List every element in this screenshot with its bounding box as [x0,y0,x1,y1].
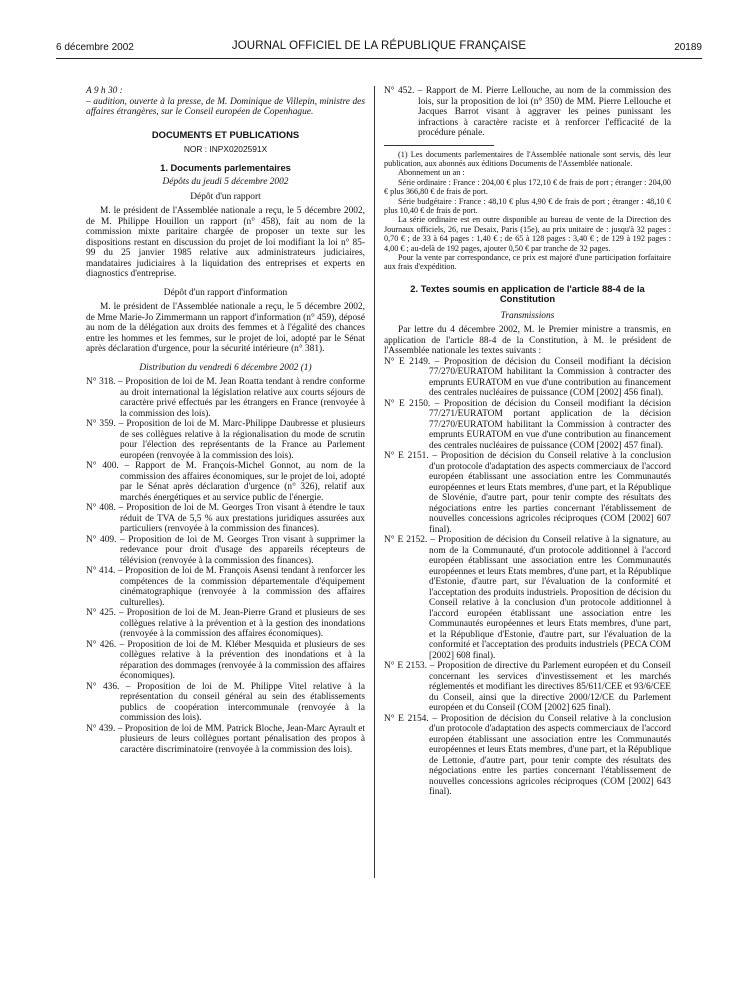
depot-info-title: Dépôt d'un rapport d'information [163,287,288,298]
list-item: N° E 2150. – Proposition de décision du Conseil modifiant la décision 77/271/EURATOM portant application de la décision 77/270/EURATOM habilitant la Commission à contracter des emprunts EURATOM en vue d'une contribution au financement des centrales nucléaires de puissance (COM [2002] 457 final). [384,398,671,451]
distribution-title: Distribution du vendredi 6 décembre 2002 (1) [139,362,312,373]
page-number: 20189 [674,42,702,53]
list-item: N° 409. – Proposition de loi de M. Georges Tron visant à supprimer la redevance pour droit d'usage des appareils récepteurs de télévision (renvoyée à la commission des finances). [86,534,366,566]
left-column [86,86,365,755]
list-item: N° E 2153. – Proposition de directive du Parlement européen et du Conseil concernant les services d'investissement et les marchés réglementés et modifiant les directives 85/611/CEE et 93/6/CEE du Conseil, ainsi que la directive 2000/12/CE du Parlement européen et du Conseil (COM [2002] 625 final). [384,661,671,714]
footnote-rule [384,145,494,146]
agenda-text: – audition, ouverte à la presse, de M. Dominique de Villepin, ministre des affaires étrangères, sur le Conseil européen de Copenhague. [86,96,365,117]
section-title: DOCUMENTS ET PUBLICATIONS [151,128,300,140]
subsection-documents: 1. Documents parlementaires [160,161,291,173]
list-item: N° E 2149. – Proposition de décision du Conseil modifiant la décision 77/270/EURATOM habilitant la Commission à contracter des emprunts EURATOM en vue d'une contribution au financement des centrales nucléaires de puissance (COM [2002] 456 final). [384,356,671,399]
footnote-text: (1) Les documents parlementaires de l'Assemblée nationale sont servis, dès leur publication, aux abonnés aux éditions Documents de l'Assemblée nationale. [384,149,671,168]
agenda-time: A 9 h 30 : [86,86,123,96]
list-item: N° 359. – Proposition de loi de M. Marc-Philippe Daubresse et plusieurs de ses collègues relative à la régionalisation du mode de scrutin pour l'élection des représentants de la France au Parlement européen (renvoyée à la commission des lois). [86,419,366,461]
list-item: N° 414. – Proposition de loi de M. François Asensi tendant à renforcer les compétences de la commission départementale d'équipement cinématographique (renvoyée à la commission des affaires culturelles). [86,566,365,608]
list-item: N° 400. – Rapport de M. François-Michel Gonnot, au nom de la commission des affaires économiques, sur le projet de loi, adopté par le Sénat après déclaration d'urgence (n° 326), relatif aux marchés énergétiques et au service public de l'énergie. [86,461,366,503]
header-rule [56,58,702,59]
depot-rapport-title: Dépôt d'un rapport [190,191,261,202]
transmissions-intro: Par lettre du 4 décembre 2002, M. le Premier ministre a transmis, en application de l'article 88-4 de la Constitution, à M. le président de l'Assemblée nationale les textes suivants : [384,325,671,357]
depots-date: Dépôts du jeudi 5 décembre 2002 [162,177,289,187]
transmissions-list [384,357,671,798]
nor-reference: NOR : INPX0202591X [183,144,268,154]
transmissions-title: Transmissions [500,310,555,321]
subsection-textes: 2. Textes soumis en application de l'article 88-4 de la Constitution [410,282,645,305]
header-date: 6 décembre 2002 [56,42,134,53]
list-item: N° E 2151. – Proposition de décision du Conseil relative à la conclusion d'un protocole d'adaptation des aspects commerciaux de l'accord européen établissant une association entre les Communautés européennes et leurs Etats membres, d'une part, et la République de Slovénie, d'autre part, pour tenir compte des résultats des négociations entre les parties concernant l'établissement de nouvelles concessions agricoles réciproques (COM [2002] 607 final). [384,451,672,535]
footnote-text: Abonnement un an : [398,168,465,178]
list-item: N° 439. – Proposition de loi de MM. Patrick Bloche, Jean-Marc Ayrault et plusieurs de leurs collègues portant pénalisation des propos à caractère discriminatoire (renvoyée à la commission des lois). [86,723,365,755]
list-item: N° 408. – Proposition de loi de M. Georges Tron visant à étendre le taux réduit de TVA de 5,5 % aux prestations juridiques assurées aux particuliers (renvoyée à la commission des finances). [86,503,365,534]
list-item: N° E 2152. – Proposition de décision du Conseil relative à la signature, au nom de la Communauté, d'un protocole additionnel à l'accord européen établissant une association entre les Communautés européennes et leurs Etats membres, d'une part, et la République d'Estonie, d'autre part, sur l'évaluation de la conformité et l'acceptation des produits industriels. Proposition de décision du Conseil relative à la conclusion d'un protocole additionnel à l'accord européen établissant une association entre les Communautés européennes et leurs Etats membres, d'une part, et la République d'Estonie, d'autre part, sur l'évaluation de la conformité et l'acceptation des produits industriels (PECA COM [2002] 608 final). [384,535,671,661]
list-item: N° 425. – Proposition de loi de M. Jean-Pierre Grand et plusieurs de ses collègues relative à la prévention et à la gestion des inondations (renvoyée à la commission des affaires économiques). [86,608,365,639]
footnote-text: Série budgétaire : France : 48,10 € plus 4,90 € de frais de port ; étranger : 48,10 € plus 10,40 € de frais de port. [384,196,671,215]
depot-info-text: M. le président de l'Assemblée nationale a reçu, le 5 décembre 2002, de Mme Marie-Jo Zimmermann un rapport d'information (n° 459), déposé au nom de la délégation aux droits des femmes et à l'égalité des chances entre les hommes et les femmes, sur le projet de loi, adopté par le Sénat après déclaration d'urgence, pour la sécurité intérieure (n° 381). [86,302,365,354]
list-item: N° E 2154. – Proposition de décision du Conseil relative à la conclusion d'un protocole d'adaptation des aspects commerciaux de l'accord européen établissant une association entre les Communautés européennes et leurs Etats membres, d'une part, et la République de Lettonie, d'autre part, pour tenir compte des résultats des négociations entre les parties concernant l'établissement de nouvelles concessions agricoles réciproques (COM [2002] 643 final). [384,713,672,798]
footnote-text: Pour la vente par correspondance, ce prix est majoré d'une participation forfaitaire aux frais d'expédition. [384,252,671,272]
depot-rapport-text: M. le président de l'Assemblée nationale a reçu, le 5 décembre 2002, de M. Philippe Houillon un rapport (n° 458), fait au nom de la commission mixte paritaire chargée de proposer un texte sur les dispositions restant en discussion du projet de loi modifiant la loi n° 85-99 du 25 janvier 1985 relative aux administrateurs judiciaires, mandataires judiciaires à la liquidation des entreprises et experts en diagnostics d'entreprise. [86,206,365,279]
footnote-text: La série ordinaire est en outre disponible au bureau de vente de la Direction des Journaux officiels, 26, rue Desaix, Paris (15e), au prix unitaire de : jusqu'à 32 pages : 0,70 € ; de 33 à 64 pages : 1,40 € ; de 65 à 128 pages : 3,40 € ; de 129 à 192 pages : 4,00 € ; au-delà de 192 pages, ajouter 0,50 € par tranche de 32 pages. [384,215,671,253]
list-item: N° 436. – Proposition de loi de M. Philippe Vitel relative à la représentation du conseil général au sein des établissements publics de coopération intercommunale (renvoyée à la commission des lois). [86,681,365,723]
right-column [384,86,671,798]
list-item: N° 426. – Proposition de loi de M. Kléber Mesquida et plusieurs de ses collègues relative à la prévention des inondations et à la réparation des dommages (renvoyée à la commission des affaires économiques). [86,639,365,681]
footnote [384,150,671,272]
list-item: N° 318. – Proposition de loi de M. Jean Roatta tendant à rendre conforme au droit international la législation relative aux courts séjours de caractère privé effectués par les étrangers en France (renvoyée à la commission des lois). [86,377,365,419]
journal-title: JOURNAL OFFICIEL DE LA RÉPUBLIQUE FRANÇAISE [231,40,527,52]
column-divider [374,86,375,878]
page-header [56,40,702,56]
distribution-list [86,377,365,755]
footnote-text: Série ordinaire : France : 204,00 € plus 172,10 € de frais de port ; étranger : 204,00 € plus 366,80 € de frais de port. [384,177,671,197]
list-item: N° 452. – Rapport de M. Pierre Lellouche, au nom de la commission des lois, sur la proposition de loi (n° 350) de MM. Pierre Lellouche et Jacques Barrot visant à aggraver les peines punissant les infractions à caractère raciste et à renforcer l'efficacité de la procédure pénale. [384,86,671,138]
